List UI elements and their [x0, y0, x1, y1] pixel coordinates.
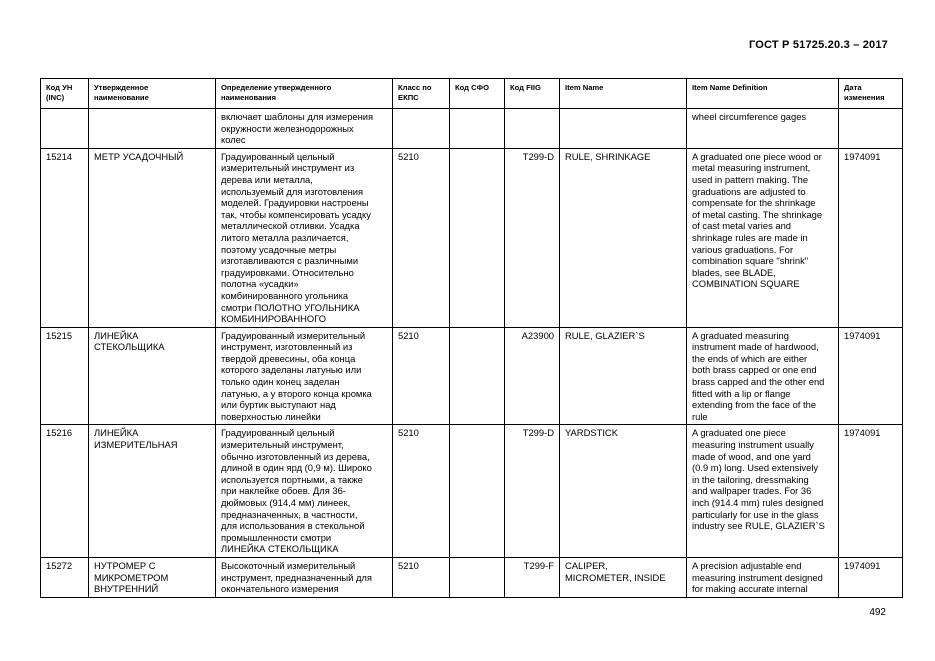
cell-class: 5210 [393, 327, 450, 425]
cell-item-name: YARDSTICK [560, 425, 687, 558]
column-header-inc: Код УН (INC) [41, 79, 89, 109]
cell-fiig: T299-D [505, 425, 560, 558]
cell-sfo [450, 327, 505, 425]
cell-approved-name: НУТРОМЕР С МИКРОМЕТРОМ ВНУТРЕННИЙ [89, 557, 216, 597]
cell-approved-name: ЛИНЕЙКА ИЗМЕРИТЕЛЬНАЯ [89, 425, 216, 558]
cell-approved-name: МЕТР УСАДОЧНЫЙ [89, 148, 216, 327]
cell-fiig [505, 109, 560, 149]
cell-fiig: T299-F [505, 557, 560, 597]
table-row [41, 327, 903, 425]
column-header-fiig: Код FIIG [505, 79, 560, 109]
column-header-item-name: Item Name [560, 79, 687, 109]
cell-sfo [450, 148, 505, 327]
table-header-row [41, 79, 903, 109]
cell-definition: Градуированный измерительный инструмент, изготовленный из твердой древесины, оба конца которого заделаны латунью или только один конец заделан латунью, а у второго конца кромка или буртик выступают над поверхностью линейки [216, 327, 393, 425]
standard-code: ГОСТ Р 51725.20.3 – 2017 [748, 39, 888, 51]
cell-inc: 15214 [41, 148, 89, 327]
page-number: 492 [869, 607, 886, 618]
cell-approved-name [89, 109, 216, 149]
table-row [41, 425, 903, 558]
cell-fiig: T299-D [505, 148, 560, 327]
cell-definition: включает шаблоны для измерения окружности железнодорожных колес [216, 109, 393, 149]
cell-item-definition: A graduated one piece measuring instrument usually made of wood, and one yard (0.9 m) long. Used extensively in the tailoring, dressmaking and wallpaper trades. For 36 inch (914.4 mm) rules designed particularly for use in the glass industry see RULE, GLAZIER`S [687, 425, 839, 558]
cell-class: 5210 [393, 425, 450, 558]
cell-item-definition: A graduated measuring instrument made of hardwood, the ends of which are either both brass capped or one end brass capped and the other end fitted with a lip or flange extending from the face of the rule [687, 327, 839, 425]
cell-class: 5210 [393, 557, 450, 597]
cell-inc: 15216 [41, 425, 89, 558]
cell-item-name: RULE, SHRINKAGE [560, 148, 687, 327]
cell-fiig: A23900 [505, 327, 560, 425]
cell-date [839, 109, 903, 149]
cell-sfo [450, 109, 505, 149]
cell-item-name: CALIPER, MICROMETER, INSIDE [560, 557, 687, 597]
cell-item-definition: A graduated one piece wood or metal measuring instrument, used in pattern making. The graduations are adjusted to compensate for the shrinkage of metal casting. The shrinkage of cast metal varies and shrinkage rules are made in various graduations. For combination square "shrink" blades, see BLADE, COMBINATION SQUARE [687, 148, 839, 327]
cell-definition: Высокоточный измерительный инструмент, предназначенный для окончательного измерения [216, 557, 393, 597]
cell-item-definition: A precision adjustable end measuring instrument designed for making accurate internal [687, 557, 839, 597]
cell-inc: 15272 [41, 557, 89, 597]
cell-inc [41, 109, 89, 149]
cell-approved-name: ЛИНЕЙКА СТЕКОЛЬЩИКА [89, 327, 216, 425]
column-header-date: Дата изменения [839, 79, 903, 109]
cell-item-definition: wheel circumference gages [687, 109, 839, 149]
cell-item-name: RULE, GLAZIER`S [560, 327, 687, 425]
column-header-approved-name: Утвержденное наименование [89, 79, 216, 109]
cell-date: 1974091 [839, 327, 903, 425]
table-row [41, 109, 903, 149]
cell-class [393, 109, 450, 149]
cell-sfo [450, 557, 505, 597]
cell-item-name [560, 109, 687, 149]
column-header-class: Класс по ЕКПС [393, 79, 450, 109]
cell-class: 5210 [393, 148, 450, 327]
cell-date: 1974091 [839, 148, 903, 327]
cell-date: 1974091 [839, 557, 903, 597]
classification-table [40, 78, 903, 598]
cell-inc: 15215 [41, 327, 89, 425]
column-header-sfo: Код СФО [450, 79, 505, 109]
table-row [41, 557, 903, 597]
column-header-item-definition: Item Name Definition [687, 79, 839, 109]
table-row [41, 148, 903, 327]
cell-sfo [450, 425, 505, 558]
column-header-definition: Определение утвержденного наименования [216, 79, 393, 109]
cell-definition: Градуированный цельный измерительный инструмент, обычно изготовленный из дерева, длиной в один ярд (0,9 м). Широко используется портными, а также при наклейке обоев. Для 36- дюймовых (914,4 мм) линеек, предназначенных, в частности, для использования в стекольной промышленности смотри ЛИНЕЙКА СТЕКОЛЬЩИКА [216, 425, 393, 558]
cell-date: 1974091 [839, 425, 903, 558]
cell-definition: Градуированный цельный измерительный инструмент из дерева или металла, используемый для изготовления моделей. Градуировки настроены так, чтобы компенсировать усадку металлической отливки. Усадка литого металла различается, поэтому усадочные метры изготавливаются с различными градуировками. Относительно полотна «усадки» комбинированного угольника смотри ПОЛОТНО УГОЛЬНИКА КОМБИНИРОВАННОГО [216, 148, 393, 327]
